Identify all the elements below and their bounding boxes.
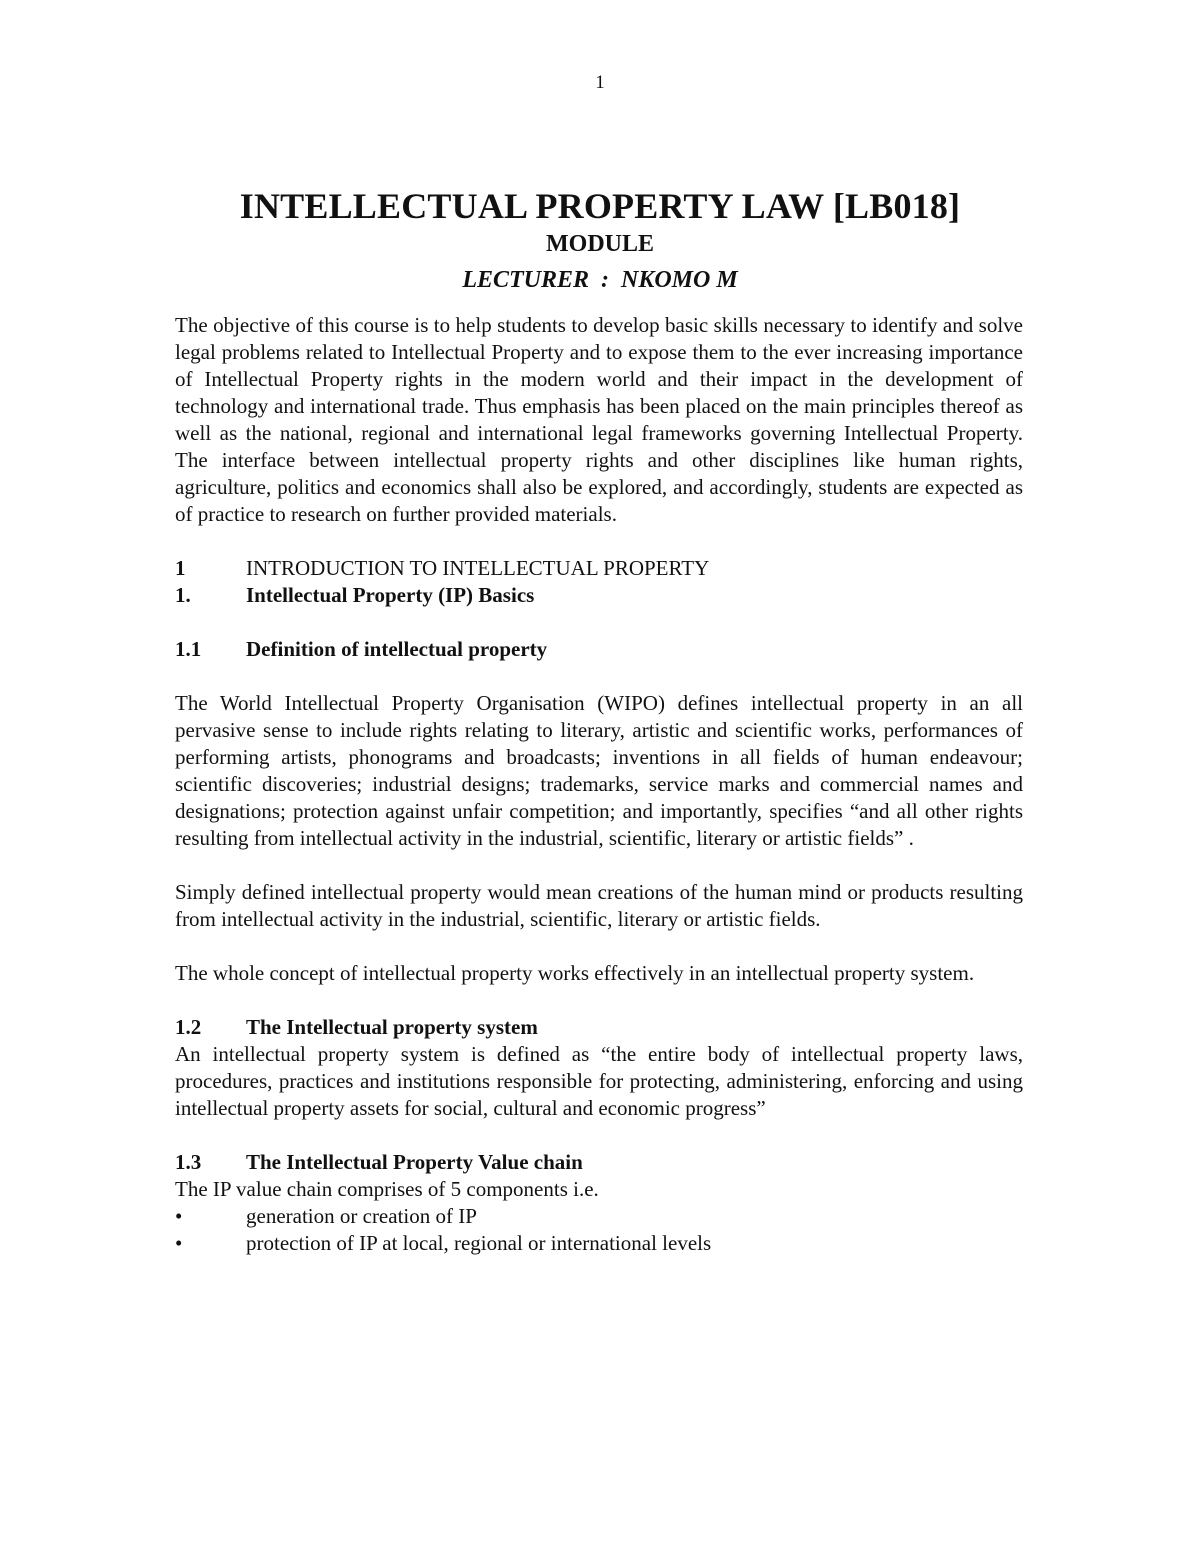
bullet-icon: • bbox=[175, 1231, 183, 1255]
list-item bbox=[175, 1203, 1023, 1230]
section-number: 1.3 bbox=[175, 1150, 202, 1174]
list-item-text: protection of IP at local, regional or international levels bbox=[246, 1231, 712, 1255]
body-paragraph: The whole concept of intellectual property works effectively in an intellectual property system. bbox=[175, 961, 975, 985]
objective-paragraph: The objective of this course is to help students to develop basic skills necessary to identify and solve legal problems related to Intellectual Property and to expose them to the ever increasing importance of Intellectual Property rights in the modern world and their impact in the development of technology and international trade. Thus emphasis has been placed on the main principles thereof as well as the national, regional and international legal frameworks governing Intellectual Property. The interface between intellectual property rights and other disciplines like human rights, agriculture, politics and economics shall also be explored, and accordingly, students are expected as of practice to research on further provided materials. bbox=[175, 313, 1023, 526]
section-heading bbox=[175, 582, 1023, 609]
section-title: INTRODUCTION TO INTELLECTUAL PROPERTY bbox=[246, 556, 710, 580]
section-title: The Intellectual property system bbox=[246, 1015, 538, 1039]
section-heading bbox=[175, 1149, 1023, 1176]
spacer bbox=[175, 528, 1023, 555]
body-paragraph: The World Intellectual Property Organisation (WIPO) defines intellectual property in an all pervasive sense to include rights relating to literary, artistic and scientific works, performances of performing artists, phonograms and broadcasts; inventions in all fields of human endeavour; scientific discoveries; industrial designs; trademarks, service marks and commercial names and designations; protection against unfair competition; and importantly, specifies “and all other rights resulting from intellectual activity in the industrial, scientific, literary or artistic fields” . bbox=[175, 691, 1023, 850]
section-title: Intellectual Property (IP) Basics bbox=[246, 583, 535, 607]
section-title: The Intellectual Property Value chain bbox=[246, 1150, 583, 1174]
section-number: 1. bbox=[175, 583, 191, 607]
spacer bbox=[175, 609, 1023, 636]
spacer bbox=[175, 663, 1023, 690]
list-item-text: generation or creation of IP bbox=[246, 1204, 477, 1228]
page-number: 1 bbox=[595, 72, 605, 93]
spacer bbox=[175, 1122, 1023, 1149]
spacer bbox=[175, 933, 1023, 960]
spacer bbox=[175, 987, 1023, 1014]
section-heading bbox=[175, 1014, 1023, 1041]
document-body bbox=[175, 312, 1023, 1257]
lecturer-line: LECTURER : NKOMO M bbox=[462, 267, 738, 293]
bullet-icon: • bbox=[175, 1204, 183, 1228]
document-title: INTELLECTUAL PROPERTY LAW [LB018] bbox=[239, 186, 961, 226]
list-item bbox=[175, 1230, 1023, 1257]
body-paragraph: The IP value chain comprises of 5 components i.e. bbox=[175, 1177, 599, 1201]
document-subtitle: MODULE bbox=[546, 231, 654, 257]
title-block bbox=[0, 185, 1200, 295]
body-paragraph: An intellectual property system is defined as “the entire body of intellectual property laws, procedures, practices and institutions responsible for protecting, administering, enforcing and using intellectual property assets for social, cultural and economic progress” bbox=[175, 1042, 1023, 1120]
section-number: 1.2 bbox=[175, 1015, 202, 1039]
section-heading bbox=[175, 636, 1023, 663]
spacer bbox=[175, 852, 1023, 879]
section-number: 1 bbox=[175, 556, 186, 580]
section-title: Definition of intellectual property bbox=[246, 637, 548, 661]
body-paragraph: Simply defined intellectual property would mean creations of the human mind or products resulting from intellectual activity in the industrial, scientific, literary or artistic fields. bbox=[175, 880, 1023, 931]
section-heading bbox=[175, 555, 1023, 582]
section-number: 1.1 bbox=[175, 637, 202, 661]
